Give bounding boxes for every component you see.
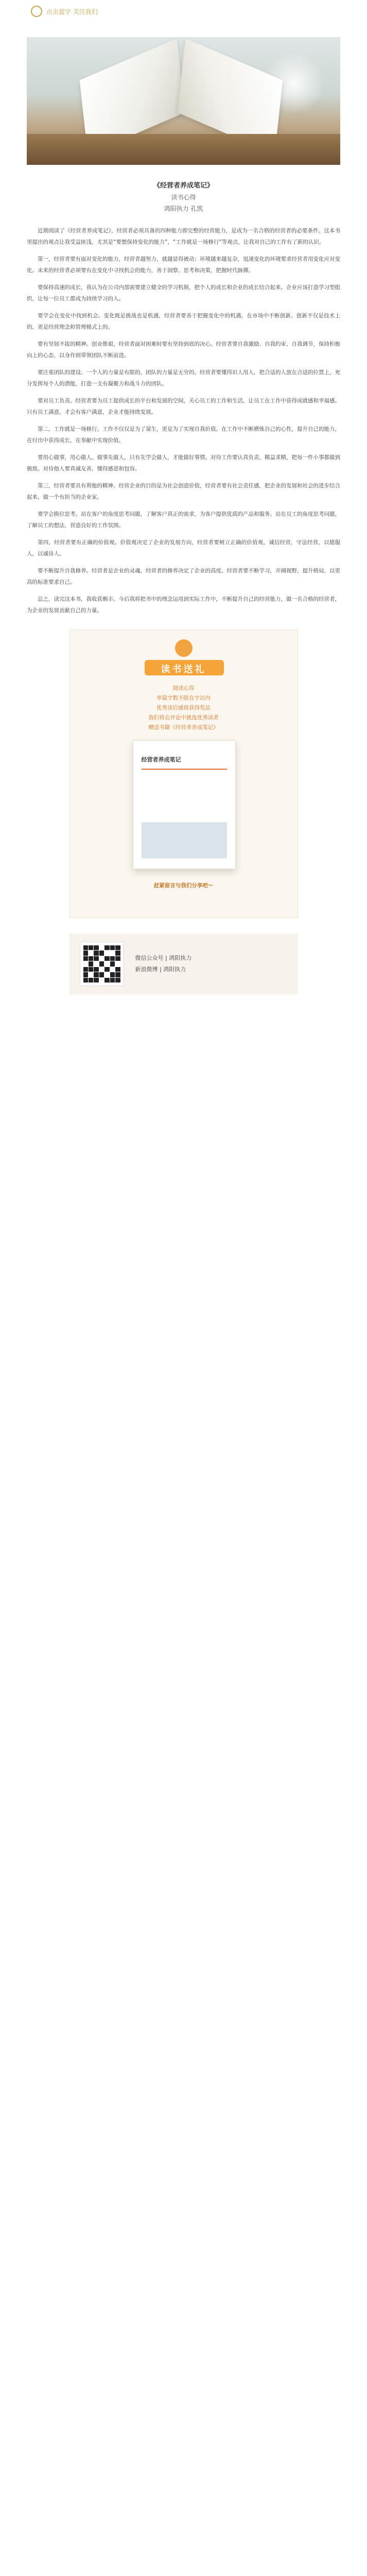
article-title: 《经营者养成笔记》 [153, 182, 214, 190]
footer-wechat: 微信公众号 | 鸿阳执力 [135, 955, 192, 961]
follow-logo-icon [31, 6, 42, 17]
book-cover-title: 经营者养成笔记 [141, 756, 181, 763]
paragraph: 第四，经营者要有正确的价值观。价值观决定了企业的发展方向，经营者要树立正确的价值观，诚信经营，守法经营，以德服人，以诚待人。 [27, 539, 340, 557]
poster-logo-icon [175, 639, 193, 657]
poster-line: 我们将在评论中挑选优秀读者 [148, 715, 219, 721]
poster-lines [70, 684, 298, 733]
paragraph: 要用心做事，用心做人。做事先做人，只有先学会做人，才能做好事情。对待工作要认真负责，精益求精，把每一件小事都做到极致。对待他人要真诚友善，懂得感恩和包容。 [27, 454, 340, 472]
paragraph: 近期阅读了《经营者养成笔记》，经营者必须具备的四种能力即完整的经营能力，是成为一名合格的经营者的必要条件。这本书里提出的观点让我受益匪浅，尤其是“要想保持变化的能力”，“工作就是一场修行”等观点，让我对自己的工作有了新的认识。 [27, 228, 340, 245]
paragraph: 要不断提升自我修养。经营者是企业的灵魂，经营者的修养决定了企业的高度。经营者要不断学习，开阔视野，提升格局，以更高的标准要求自己。 [27, 568, 340, 585]
poster-title: 读书送礼 [161, 664, 206, 675]
paragraph: 总之，读完这本书，我收获颇丰。今后我将把书中的理念运用到实际工作中，不断提升自己的经营能力，做一名合格的经营者，为企业的发展贡献自己的力量。 [27, 596, 340, 614]
footer-card [69, 934, 298, 994]
article-page [0, 0, 367, 994]
paragraph: 要学会在变化中找到机会。变化既是挑战也是机遇，经营者要善于把握变化中的机遇，在市场中不断创新。创新不仅是技术上的，更是经营理念和管理模式上的。 [27, 313, 340, 330]
hero-image [27, 37, 340, 165]
reading-gift-poster [69, 630, 298, 918]
paragraph: 要对员工负责。经营者要为员工提供成长的平台和发展的空间，关心员工的工作和生活，让员工在工作中获得成就感和幸福感。只有员工满意，才会有客户满意，企业才能持续发展。 [27, 398, 340, 415]
paragraph: 要注重团队的建设。一个人的力量是有限的，团队的力量是无穷的。经营者要懂得识人用人，把合适的人放在合适的位置上，充分发挥每个人的潜能，打造一支有凝聚力和战斗力的团队。 [27, 369, 340, 387]
article-body [27, 226, 340, 616]
article-author: 鸿阳执力 孔凯 [164, 205, 203, 212]
paragraph: 第三，经营者要具有利他的精神。经营企业的目的是为社会创造价值，经营者要有社会责任感，把企业的发展和社会的进步结合起来，做一个有担当的企业家。 [27, 483, 340, 500]
follow-header[interactable] [27, 0, 340, 23]
footer-text [135, 953, 192, 975]
title-block [27, 180, 340, 214]
book-cover-illustration [142, 822, 227, 858]
poster-footer: 赶紧留言与我们分享吧～ [153, 883, 214, 889]
paragraph: 第二，工作就是一场修行。工作不仅仅是为了谋生，更是为了实现自我价值。在工作中不断磨炼自己的心性，提升自己的能力，在付出中获得成长，在奉献中实现价值。 [27, 426, 340, 444]
poster-line: 阅读心得 [172, 685, 195, 691]
book-cover [133, 740, 236, 869]
follow-label: 点击蓝字 关注我们 [46, 8, 98, 15]
poster-line: 优秀读后感将获得奖品 [156, 705, 211, 711]
book-cover-bar [142, 769, 227, 770]
poster-line: 单篇字数不限在字以内 [156, 695, 211, 701]
paragraph: 第一，经营者要有面对变化的能力，经营者越努力，就越显得被动；环境越来越复杂，迅速变化的环境要求经营者用变化应对变化。未来的经营者必须要有在变化中寻找机会的能力，善于洞察、思考和决策，把握时代脉搏。 [27, 256, 340, 274]
paragraph: 要保持高速的成长，我认为在公司内部需要建立健全的学习机制，把个人的成长和企业的成长结合起来。企业应该打造学习型组织，让每一位员工都成为持续学习的人。 [27, 284, 340, 302]
paragraph: 要学会换位思考。站在客户的角度思考问题，了解客户真正的需求，为客户提供优质的产品和服务。站在员工的角度思考问题，了解员工的想法，营造良好的工作氛围。 [27, 511, 340, 529]
article-subtitle: 读书心得 [171, 194, 196, 201]
poster-line: 赠送书籍《经营者养成笔记》 [148, 724, 219, 731]
footer-weibo: 新浪微博 | 鸿阳执力 [135, 966, 186, 973]
wooden-table [27, 134, 340, 165]
paragraph: 要有坚韧不拔的精神。创业维艰，经营者面对困难时要有坚持到底的决心。经营者要自我激励、自我约束、自我调节，保持积极向上的心态，以身作则带领团队不断前进。 [27, 341, 340, 359]
qr-code-icon[interactable] [80, 942, 124, 986]
